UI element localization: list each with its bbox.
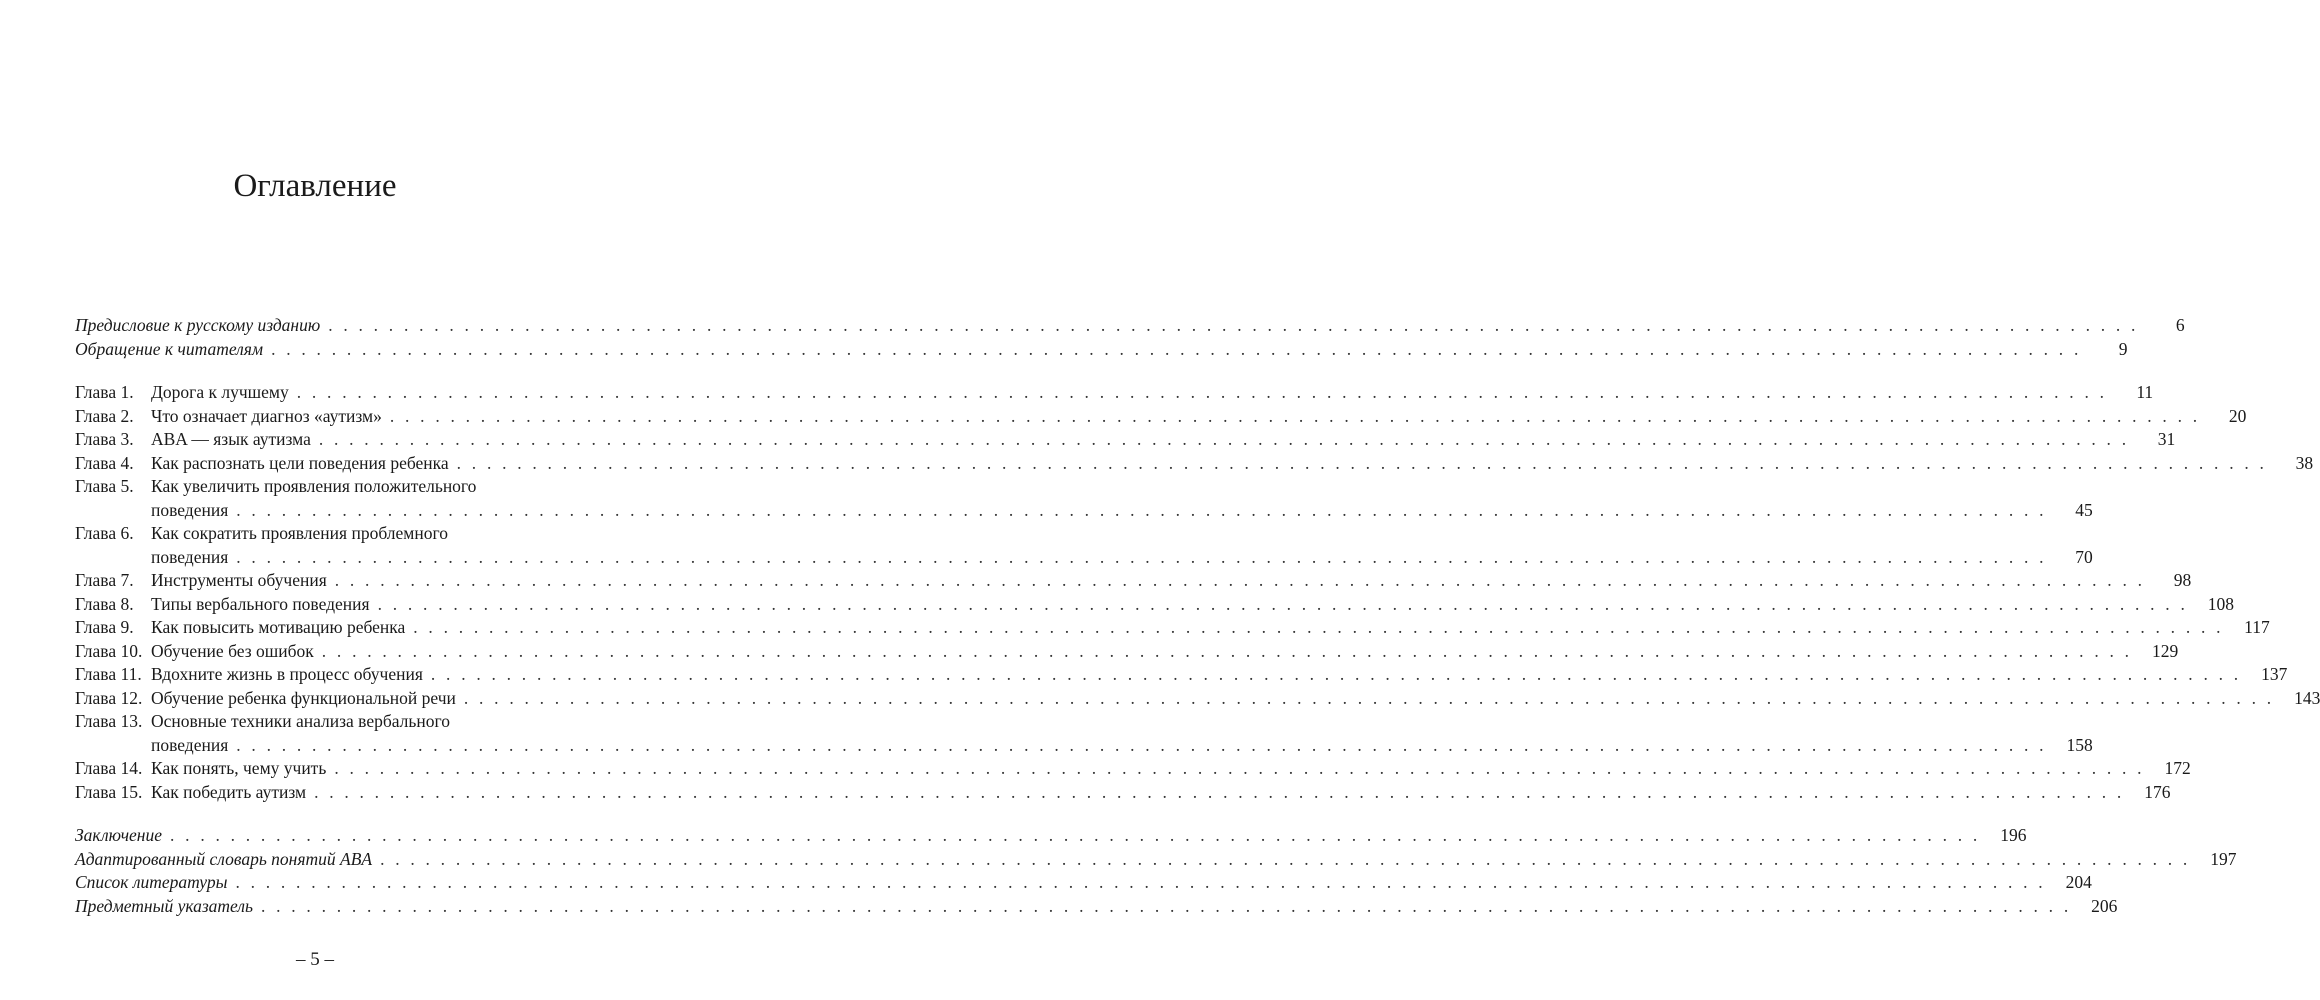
toc-entry-text: Заключение [75, 825, 163, 845]
toc-entry-text: Что означает диагноз «аутизм» [151, 405, 382, 426]
dot-leader: . . . . . . . . . . . . . . . . . . . . . . . . . . . . . . . . . . . . . . . . . . . . . . . . . . . . . . . . . . . . . . . . . . . . . . . . . . . . . . . . . . . . . . . . . . . . . . . . . . . . . . . . . . . . . . . . . . . . . . . . [377, 593, 2189, 614]
chapter-label: Глава 10. [75, 640, 143, 661]
toc-entry-text: Как увеличить проявления положительного [151, 476, 477, 496]
dot-leader: . . . . . . . . . . . . . . . . . . . . . . . . . . . . . . . . . . . . . . . . . . . . . . . . . . . . . . . . . . . . . . . . . . . . . . . . . . . . . . . . . . . . . . . . . . . . . . . . . . . . . . . . . . . . . . . . . . . . . . . . [236, 546, 2047, 567]
toc-entry-text: Предметный указатель [75, 895, 253, 916]
dot-leader: . . . . . . . . . . . . . . . . . . . . . . . . . . . . . . . . . . . . . . . . . . . . . . . . . . . . . . . . . . . . . . . . . . . . . . . . . . . . . . . . . . . . . . . . . . . . . . . . . . . . . . . . . . . . . . . . . . . . . . . . [318, 429, 2130, 449]
toc-entry-text: Типы вербального поведения [151, 593, 370, 614]
toc-page-number: 70 [2075, 546, 2093, 567]
toc-page-number: 6 [2175, 315, 2185, 335]
toc-chapter-entry[interactable] [75, 475, 2093, 522]
dot-leader: . . . . . . . . . . . . . . . . . . . . . . . . . . . . . . . . . . . . . . . . . . . . . . . . . . . . . . . . . . . . . . . . . . . . . . . . . . . . . . . . . . . . . . . . . . . . . . . . . . . . . . . . . . . . . . . . . . . . . . . . [170, 825, 1981, 845]
toc-page-number: 172 [2164, 758, 2191, 778]
chapter-label: Глава 4. [75, 452, 134, 473]
toc-entry-text: Обучение ребенка функциональной речи [151, 687, 456, 708]
chapter-label: Глава 6. [75, 523, 134, 543]
toc-entry-text: поведения [151, 499, 229, 520]
toc-page-number: 45 [2075, 499, 2093, 520]
toc-entry-text: Адаптированный словарь понятий ABA [75, 848, 373, 869]
page-number: – 5 – [296, 949, 334, 970]
toc-page-number: 38 [2295, 452, 2314, 473]
toc-entry[interactable] [75, 824, 2027, 848]
page-title: Оглавление [233, 168, 397, 204]
toc-chapter-entry[interactable] [75, 593, 2235, 617]
toc-line [75, 895, 2118, 919]
toc-page-number: 9 [2118, 338, 2128, 359]
dot-leader: . . . . . . . . . . . . . . . . . . . . . . . . . . . . . . . . . . . . . . . . . . . . . . . . . . . . . . . . . . . . . . . . . . . . . . . . . . . . . . . . . . . . . . . . . . . . . . . . . . . . . . . . . . . . . . . . . . . . . . . . [389, 405, 2201, 426]
chapter-label: Глава 14. [75, 758, 143, 778]
toc-page-number: 197 [2210, 848, 2237, 869]
toc-line [75, 338, 2128, 362]
toc-line [151, 452, 2314, 476]
toc-chapter-entry[interactable] [75, 781, 2171, 805]
dot-leader: . . . . . . . . . . . . . . . . . . . . . . . . . . . . . . . . . . . . . . . . . . . . . . . . . . . . . . . . . . . . . . . . . . . . . . . . . . . . . . . . . . . . . . . . . . . . . . . . . . . . . . . . . . . . . . . . . . . . . . . . [380, 848, 2191, 869]
toc-entry[interactable] [75, 338, 2128, 362]
toc-entry-text: Обучение без ошибок [151, 640, 314, 661]
chapter-label: Глава 1. [75, 382, 134, 402]
toc-line [151, 781, 2171, 805]
toc-entry-text: поведения [151, 734, 229, 755]
chapter-label: Глава 7. [75, 570, 134, 590]
toc-page-number: 20 [2228, 405, 2247, 426]
toc-entry[interactable] [75, 848, 2237, 872]
toc-chapter-entry[interactable] [75, 452, 2314, 476]
toc-page-number: 137 [2261, 664, 2288, 684]
dot-leader: . . . . . . . . . . . . . . . . . . . . . . . . . . . . . . . . . . . . . . . . . . . . . . . . . . . . . . . . . . . . . . . . . . . . . . . . . . . . . . . . . . . . . . . . . . . . . . . . . . . . . . . . . . . . . . . . . . . . . . . . [463, 687, 2275, 708]
toc-line [75, 871, 2092, 895]
toc-page-number: 196 [2000, 825, 2027, 845]
toc-line [151, 640, 2179, 664]
toc-chapter-entry[interactable] [75, 569, 2192, 593]
toc-entry-text: Как победить аутизм [151, 781, 307, 802]
chapter-label: Глава 2. [75, 405, 134, 426]
toc-chapter-entry[interactable] [75, 381, 2154, 405]
toc-entry-text: Как сократить проявления проблемного [151, 523, 448, 543]
toc-chapter-entry[interactable] [75, 405, 2247, 429]
toc-line [151, 428, 2176, 452]
toc-line [151, 405, 2247, 429]
toc-entry-text: Основные техники анализа вербального [151, 711, 450, 731]
dot-leader: . . . . . . . . . . . . . . . . . . . . . . . . . . . . . . . . . . . . . . . . . . . . . . . . . . . . . . . . . . . . . . . . . . . . . . . . . . . . . . . . . . . . . . . . . . . . . . . . . . . . . . . . . . . . . . . . . . . . . . . . [334, 758, 2145, 778]
toc-line [151, 593, 2235, 617]
toc-line [75, 848, 2237, 872]
dot-leader: . . . . . . . . . . . . . . . . . . . . . . . . . . . . . . . . . . . . . . . . . . . . . . . . . . . . . . . . . . . . . . . . . . . . . . . . . . . . . . . . . . . . . . . . . . . . . . . . . . . . . . . . . . . . . . . . . . . . . . . . [296, 382, 2108, 402]
toc-entry-text: Обращение к читателям [75, 338, 264, 359]
chapter-label: Глава 11. [75, 664, 142, 684]
toc-chapter-entry[interactable] [75, 522, 2093, 569]
toc-entry-text: поведения [151, 546, 229, 567]
toc-page-number: 143 [2294, 687, 2320, 708]
toc-entry-text: Вдохните жизнь в процесс обучения [151, 664, 423, 684]
toc-page-number: 204 [2065, 872, 2092, 892]
toc-entry-text: Список литературы [75, 872, 228, 892]
toc-entry-text: Дорога к лучшему [151, 382, 289, 402]
toc-entry[interactable] [75, 314, 2185, 338]
toc-line [151, 616, 2270, 640]
chapter-label: Глава 15. [75, 781, 143, 802]
toc-chapter-entry[interactable] [75, 616, 2270, 640]
toc-entry[interactable] [75, 895, 2118, 919]
toc-page-number: 11 [2136, 382, 2154, 402]
toc-page-number: 117 [2244, 617, 2270, 637]
chapter-label: Глава 9. [75, 617, 134, 637]
toc-line [151, 499, 2093, 523]
dot-leader: . . . . . . . . . . . . . . . . . . . . . . . . . . . . . . . . . . . . . . . . . . . . . . . . . . . . . . . . . . . . . . . . . . . . . . . . . . . . . . . . . . . . . . . . . . . . . . . . . . . . . . . . . . . . . . . . . . . . . . . . [236, 499, 2047, 520]
toc-line [151, 663, 2288, 687]
toc-page-number: 31 [2157, 429, 2176, 449]
toc-chapter-entry[interactable] [75, 687, 2320, 711]
dot-leader: . . . . . . . . . . . . . . . . . . . . . . . . . . . . . . . . . . . . . . . . . . . . . . . . . . . . . . . . . . . . . . . . . . . . . . . . . . . . . . . . . . . . . . . . . . . . . . . . . . . . . . . . . . . . . . . . . . . . . . . . [321, 640, 2133, 661]
toc-line [151, 569, 2192, 593]
dot-leader: . . . . . . . . . . . . . . . . . . . . . . . . . . . . . . . . . . . . . . . . . . . . . . . . . . . . . . . . . . . . . . . . . . . . . . . . . . . . . . . . . . . . . . . . . . . . . . . . . . . . . . . . . . . . . . . . . . . . . . . . [271, 338, 2082, 359]
toc-line [151, 546, 2093, 570]
toc-line [151, 710, 595, 734]
toc-chapter-entry[interactable] [75, 428, 2176, 452]
dot-leader: . . . . . . . . . . . . . . . . . . . . . . . . . . . . . . . . . . . . . . . . . . . . . . . . . . . . . . . . . . . . . . . . . . . . . . . . . . . . . . . . . . . . . . . . . . . . . . . . . . . . . . . . . . . . . . . . . . . . . . . . [260, 895, 2072, 916]
chapter-label: Глава 12. [75, 687, 143, 708]
toc-page-number: 158 [2066, 734, 2093, 755]
toc-line [151, 757, 2191, 781]
toc-chapter-entry[interactable] [75, 640, 2179, 664]
toc-page-number: 129 [2151, 640, 2179, 661]
dot-leader: . . . . . . . . . . . . . . . . . . . . . . . . . . . . . . . . . . . . . . . . . . . . . . . . . . . . . . . . . . . . . . . . . . . . . . . . . . . . . . . . . . . . . . . . . . . . . . . . . . . . . . . . . . . . . . . . . . . . . . . . [314, 781, 2125, 802]
dot-leader: . . . . . . . . . . . . . . . . . . . . . . . . . . . . . . . . . . . . . . . . . . . . . . . . . . . . . . . . . . . . . . . . . . . . . . . . . . . . . . . . . . . . . . . . . . . . . . . . . . . . . . . . . . . . . . . . . . . . . . . . [456, 452, 2268, 473]
toc-page-number: 98 [2173, 570, 2192, 590]
toc-chapter-entry[interactable] [75, 663, 2288, 687]
dot-leader: . . . . . . . . . . . . . . . . . . . . . . . . . . . . . . . . . . . . . . . . . . . . . . . . . . . . . . . . . . . . . . . . . . . . . . . . . . . . . . . . . . . . . . . . . . . . . . . . . . . . . . . . . . . . . . . . . . . . . . . . [328, 315, 2139, 335]
toc-line [75, 314, 2185, 338]
toc-entry-text: ABA — язык аутизма [151, 429, 311, 449]
dot-leader: . . . . . . . . . . . . . . . . . . . . . . . . . . . . . . . . . . . . . . . . . . . . . . . . . . . . . . . . . . . . . . . . . . . . . . . . . . . . . . . . . . . . . . . . . . . . . . . . . . . . . . . . . . . . . . . . . . . . . . . . [334, 570, 2146, 590]
dot-leader: . . . . . . . . . . . . . . . . . . . . . . . . . . . . . . . . . . . . . . . . . . . . . . . . . . . . . . . . . . . . . . . . . . . . . . . . . . . . . . . . . . . . . . . . . . . . . . . . . . . . . . . . . . . . . . . . . . . . . . . . [236, 734, 2047, 755]
dot-leader: . . . . . . . . . . . . . . . . . . . . . . . . . . . . . . . . . . . . . . . . . . . . . . . . . . . . . . . . . . . . . . . . . . . . . . . . . . . . . . . . . . . . . . . . . . . . . . . . . . . . . . . . . . . . . . . . . . . . . . . . [235, 872, 2046, 892]
toc-entry-text: Как повысить мотивацию ребенка [151, 617, 406, 637]
chapter-label: Глава 3. [75, 429, 134, 449]
toc-entry-text: Как распознать цели поведения ребенка [151, 452, 449, 473]
table-of-contents [75, 314, 2320, 918]
toc-chapter-entry[interactable] [75, 710, 2093, 757]
toc-page-number: 206 [2091, 895, 2118, 916]
toc-page-number: 108 [2207, 593, 2235, 614]
toc-chapter-entry[interactable] [75, 757, 2191, 781]
toc-line [151, 522, 595, 546]
toc-line [151, 687, 2320, 711]
toc-entry[interactable] [75, 871, 2092, 895]
toc-entry-text: Предисловие к русскому изданию [75, 315, 321, 335]
chapter-label: Глава 8. [75, 593, 134, 614]
toc-line [151, 734, 2093, 758]
toc-line [75, 824, 2027, 848]
chapter-label: Глава 5. [75, 476, 134, 496]
toc-line [151, 475, 595, 499]
toc-line [151, 381, 2154, 405]
toc-entry-text: Инструменты обучения [151, 570, 327, 590]
toc-entry-text: Как понять, чему учить [151, 758, 327, 778]
toc-page-number: 176 [2144, 781, 2171, 802]
dot-leader: . . . . . . . . . . . . . . . . . . . . . . . . . . . . . . . . . . . . . . . . . . . . . . . . . . . . . . . . . . . . . . . . . . . . . . . . . . . . . . . . . . . . . . . . . . . . . . . . . . . . . . . . . . . . . . . . . . . . . . . . [413, 617, 2224, 637]
dot-leader: . . . . . . . . . . . . . . . . . . . . . . . . . . . . . . . . . . . . . . . . . . . . . . . . . . . . . . . . . . . . . . . . . . . . . . . . . . . . . . . . . . . . . . . . . . . . . . . . . . . . . . . . . . . . . . . . . . . . . . . . [430, 664, 2242, 684]
chapter-label: Глава 13. [75, 711, 143, 731]
